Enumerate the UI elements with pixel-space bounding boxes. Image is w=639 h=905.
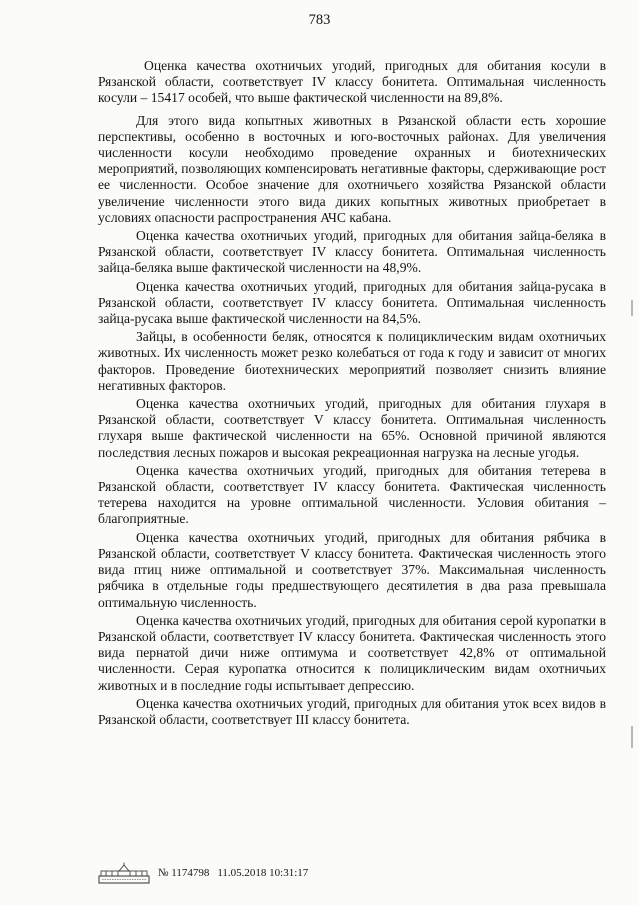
scan-artifact xyxy=(631,726,633,748)
paragraph-hares-cycles: Зайцы, в особенности беляк, относятся к полициклическим видам охотничьих животных. Их численность может резко колебаться от года к году и зависит от многих факторов. Проведение биотехнических мероприятий позволяет снизить влияние негативных факторов. xyxy=(98,329,606,393)
page-number: 783 xyxy=(308,12,331,28)
document-body xyxy=(98,58,606,730)
paragraph-capercaillie: Оценка качества охотничьих угодий, пригодных для обитания глухаря в Рязанской области, соответствует V классу бонитета. Оптимальная численность глухаря выше фактической численности на 65%. Основной причиной являются последствия лесных пожаров и высокая рекреационная нагрузка на лесные угодья. xyxy=(98,396,606,460)
paragraph-mountain-hare: Оценка качества охотничьих угодий, пригодных для обитания зайца-беляка в Рязанской области, соответствует IV классу бонитета. Оптимальная численность зайца-беляка выше фактической численности на 48,9%. xyxy=(98,228,606,276)
document-datetime: 11.05.2018 10:31:17 xyxy=(217,867,309,879)
paragraph-european-hare: Оценка качества охотничьих угодий, пригодных для обитания зайца-русака в Рязанской области, соответствует IV классу бонитета. Оптимальная численность зайца-русака выше фактической численности на 84,5%. xyxy=(98,278,606,327)
building-stamp-icon xyxy=(98,862,150,884)
paragraph-roe-deer: Оценка качества охотничьих угодий, пригодных для обитания косули в Рязанской области, соответствует IV классу бонитета. Оптимальная численность косули – 15417 особей, что выше фактической численности на 89,8%. xyxy=(98,58,606,106)
paragraph-ducks: Оценка качества охотничьих угодий, пригодных для обитания уток всех видов в Рязанской области, соответствует III классу бонитета. xyxy=(98,695,606,727)
paragraph-black-grouse: Оценка качества охотничьих угодий, пригодных для обитания тетерева в Рязанской области, соответствует IV классу бонитета. Фактическая численность тетерева находится на уровне оптимальной численности. Условия обитания – благоприятные. xyxy=(98,462,606,527)
paragraph-grey-partridge: Оценка качества охотничьих угодий, пригодных для обитания серой куропатки в Рязанской области, соответствует IV классу бонитета. Фактическая численность этого вида пернатой дичи ниже оптимума и соответствует 42,8% от оптимальной численности. Серая куропатка относится к полициклическим видам охотничьих животных и в последние годы испытывает депрессию. xyxy=(98,612,606,693)
document-number: № 1174798 xyxy=(158,867,210,879)
paragraph-hazel-grouse: Оценка качества охотничьих угодий, пригодных для обитания рябчика в Рязанской области, соответствует V классу бонитета. Фактическая численность этого вида птиц ниже оптимальной и соответствует 37%. Максимальная численность рябчика в отдельные годы предшествующего десятилетия в два раза превышала оптимальную численность. xyxy=(98,529,606,610)
document-footer xyxy=(98,862,308,884)
scan-artifact xyxy=(631,300,633,316)
paragraph-roe-deer-prospects: Для этого вида копытных животных в Рязанской области есть хорошие перспективы, особенно в восточных и юго-восточных районах. Для увеличения численности косули необходимо проведение охранных и биотехнических мероприятий, позволяющих компенсировать негативные факторы, сдерживающие рост ее численности. Особое значение для охотничьего хозяйства Рязанской области увеличение численности этого вида диких копытных животных приобретает в условиях опасности распространения АЧС кабана. xyxy=(98,112,606,225)
